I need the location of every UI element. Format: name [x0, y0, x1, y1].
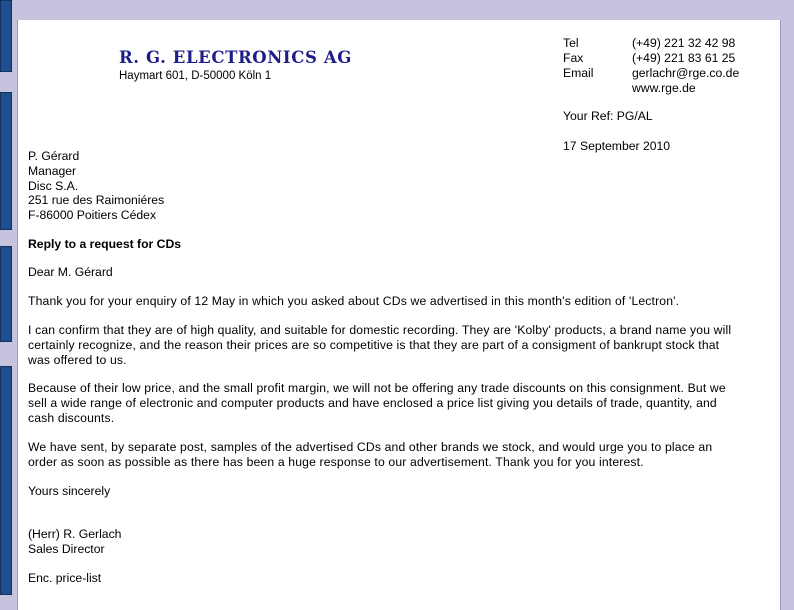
paragraph-line: certainly recognize, and the reason their prices are so competitive is that they are part of a consigment of bankrupt stock that	[28, 338, 720, 352]
window-left-strip	[0, 0, 14, 595]
web-value: www.rge.de	[632, 81, 696, 95]
slide-thumbnail-tab[interactable]	[0, 0, 12, 72]
letter-subject: Reply to a request for CDs	[28, 237, 182, 251]
paragraph-line: sell a wide range of electronic and computer products and have enclosed a price list giving you details of trade, quantity, and	[28, 396, 717, 410]
signatory-title: Sales Director	[28, 542, 105, 556]
company-address: Haymart 601, D-50000 Köln 1	[119, 70, 272, 82]
tel-label: Tel	[563, 36, 579, 50]
slide-thumbnail-tab[interactable]	[0, 92, 12, 230]
recipient-company: Disc S.A.	[28, 179, 79, 193]
paragraph-line: Because of their low price, and the small profit margin, we will not be offering any trade discounts on this consignment. But we	[28, 381, 726, 395]
email-label: Email	[563, 66, 594, 80]
paragraph-line: was offered to us.	[28, 353, 127, 367]
enclosure-note: Enc. price-list	[28, 571, 102, 585]
recipient-city: F-86000 Poitiers Cédex	[28, 208, 157, 222]
body-paragraph	[28, 294, 768, 309]
recipient-street: 251 rue des Raimoniéres	[28, 193, 165, 207]
paragraph-line: order as soon as possible as there has been a huge response to our advertisement. Thank you for you interest.	[28, 455, 644, 469]
body-paragraph	[28, 323, 768, 368]
slide-thumbnail-tab[interactable]	[0, 366, 12, 595]
letter-date: 17 September 2010	[563, 139, 671, 153]
reference-line: Your Ref: PG/AL	[563, 109, 653, 123]
signatory-name: (Herr) R. Gerlach	[28, 527, 122, 541]
fax-value: (+49) 221 83 61 25	[632, 51, 736, 65]
paragraph-line: I can confirm that they are of high quality, and suitable for domestic recording. They are 'Kolby' products, a brand name you will	[28, 323, 732, 337]
letter-page	[17, 20, 781, 610]
body-paragraph	[28, 440, 768, 470]
closing: Yours sincerely	[28, 484, 111, 498]
recipient-name: P. Gérard	[28, 149, 80, 163]
tel-value: (+49) 221 32 42 98	[632, 36, 736, 50]
body-paragraph	[28, 381, 768, 426]
recipient-position: Manager	[28, 164, 77, 178]
paragraph-line: We have sent, by separate post, samples of the advertised CDs and other brands we stock, and would urge you to place an	[28, 440, 713, 454]
salutation: Dear M. Gérard	[28, 265, 113, 279]
fax-label: Fax	[563, 51, 584, 65]
paragraph-line: cash discounts.	[28, 411, 115, 425]
slide-thumbnail-tab[interactable]	[0, 246, 12, 342]
company-name: R. G. ELECTRONICS AG	[119, 48, 352, 67]
paragraph-line: Thank you for your enquiry of 12 May in which you asked about CDs we advertised in this month's edition of 'Lectron'.	[28, 294, 680, 308]
email-value: gerlachr@rge.co.de	[632, 66, 740, 80]
